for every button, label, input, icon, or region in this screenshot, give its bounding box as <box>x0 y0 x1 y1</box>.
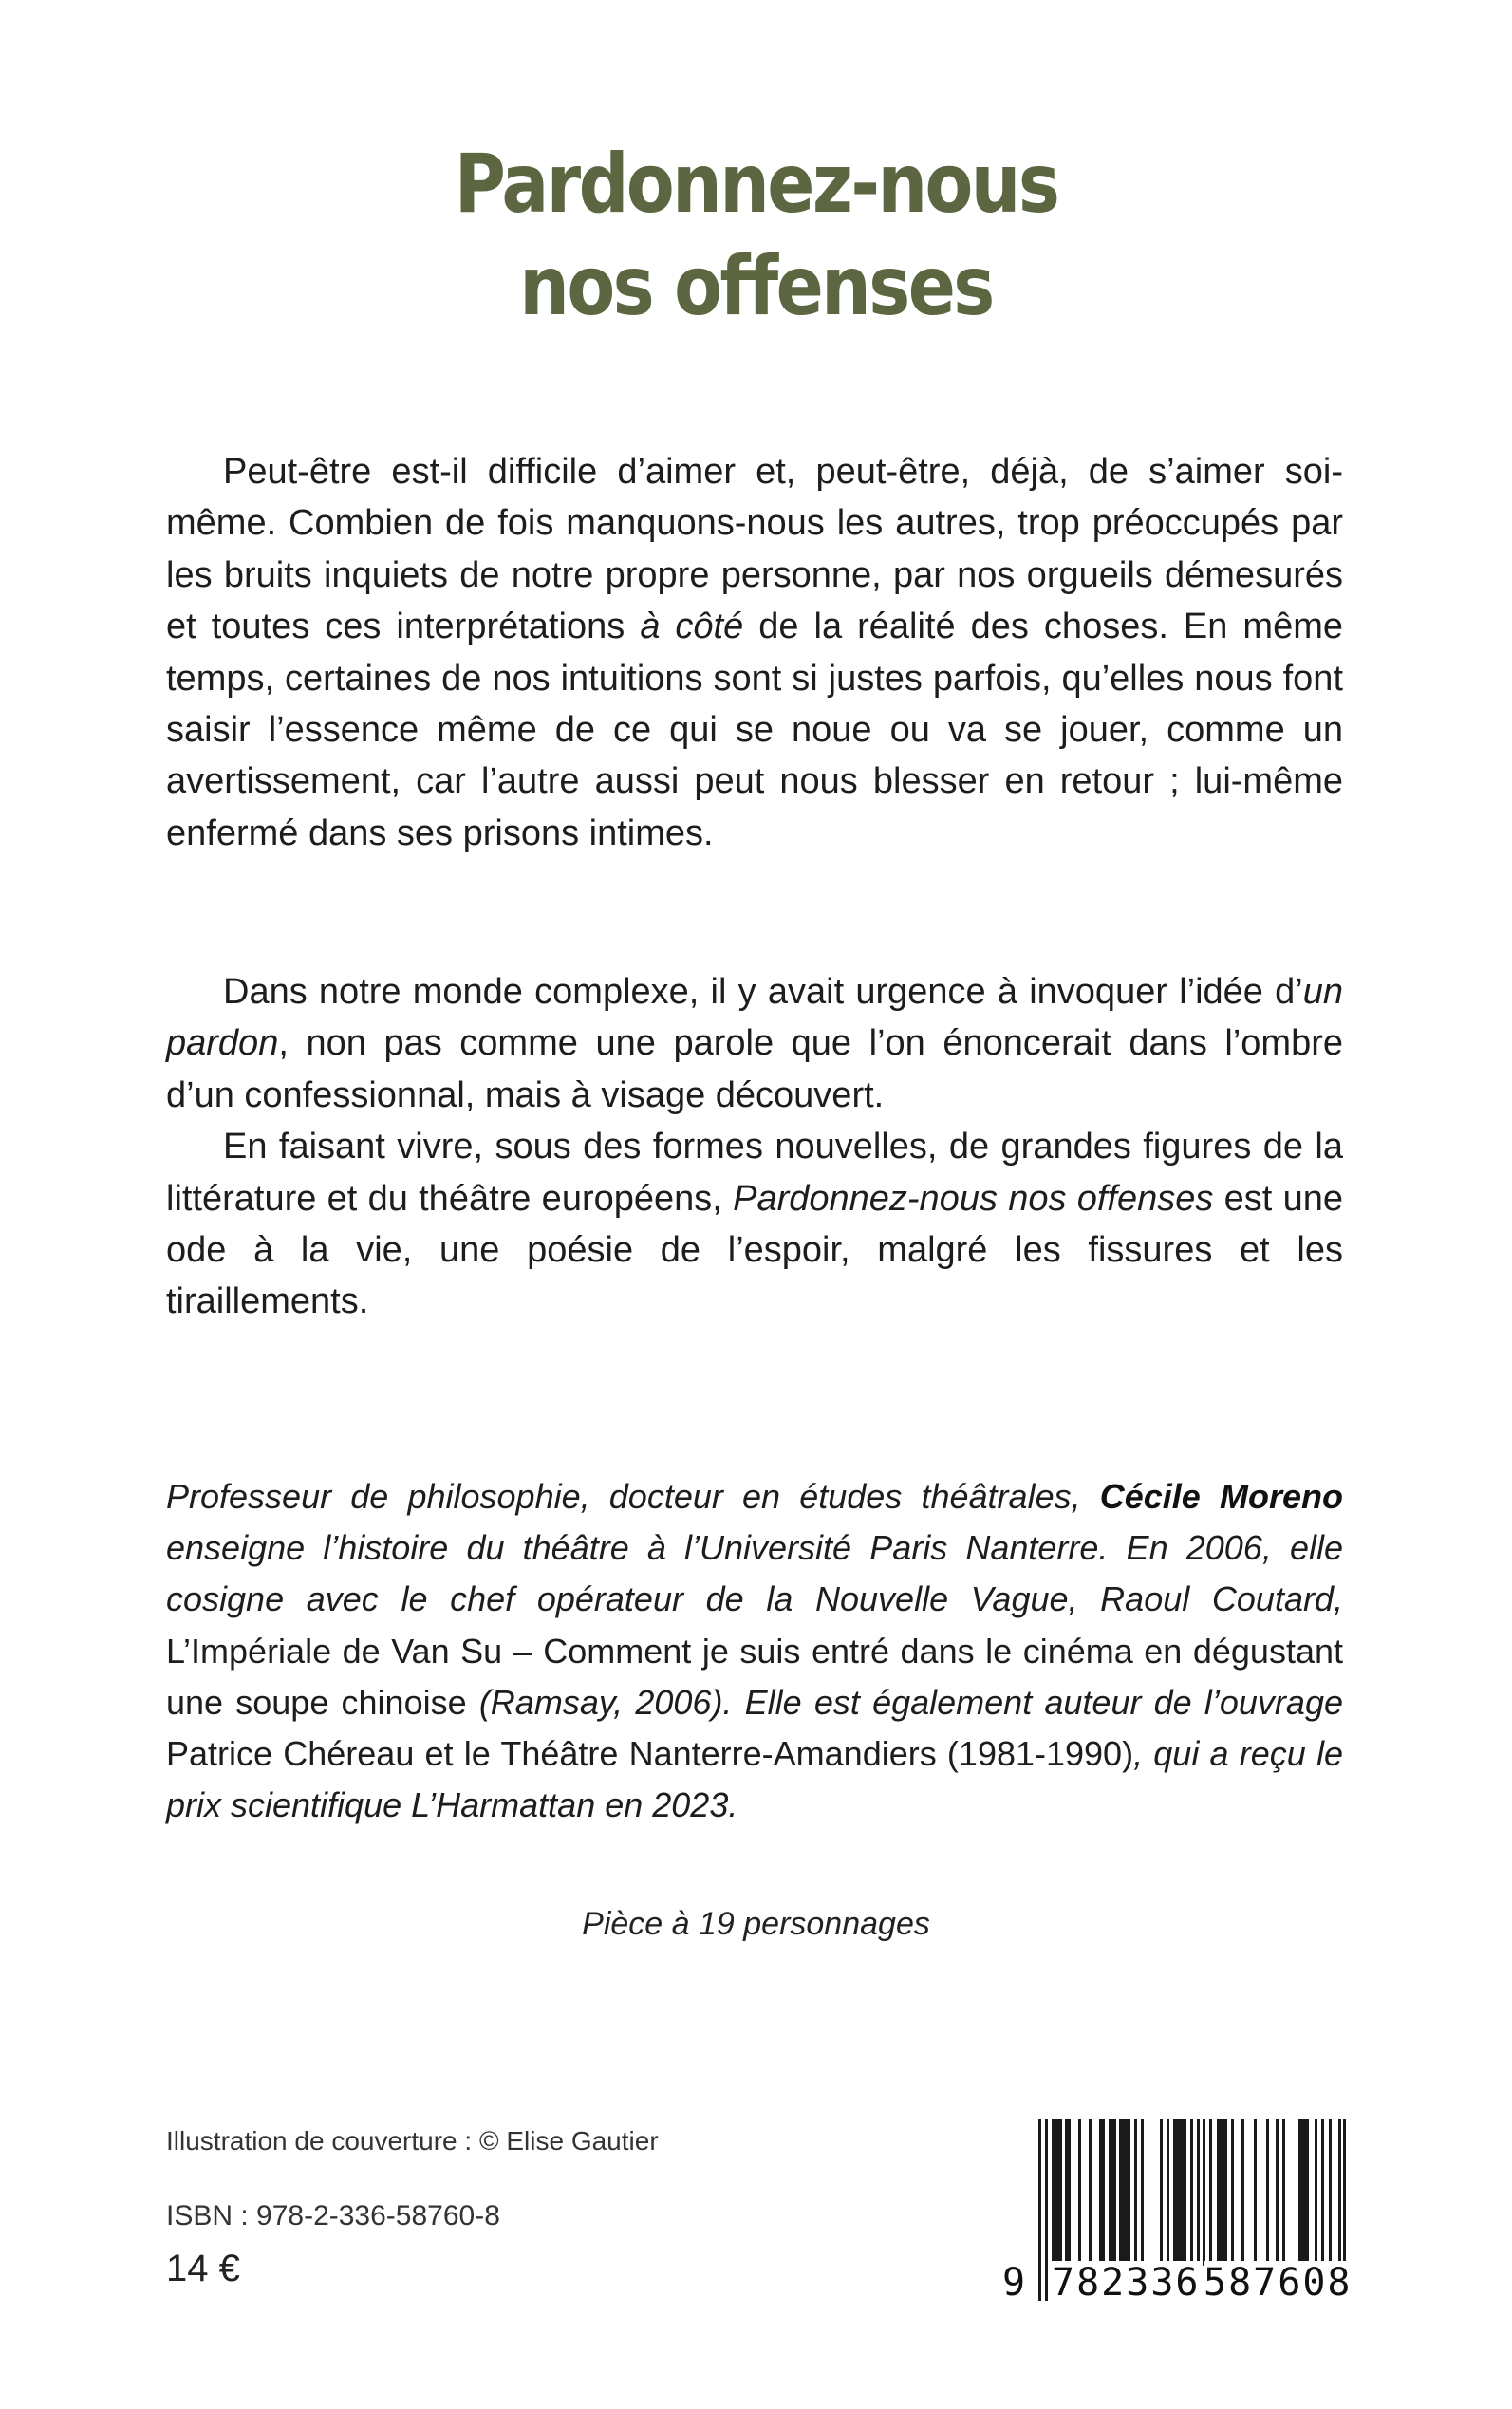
barcode-left-group: 782336 <box>1052 2261 1201 2305</box>
isbn: ISBN : 978-2-336-58760-8 <box>166 2200 500 2232</box>
italic-text: Pardonnez-nous nos offenses <box>733 1178 1214 1219</box>
book-title-reference: L’Impériale de Van Su – Comment je suis entré dans le cinéma en dégustant une soupe chinoise <box>166 1631 1343 1722</box>
blurb-paragraph-1 <box>166 446 1343 859</box>
author-bio-paragraph <box>166 1471 1343 1831</box>
italic-text: à côté <box>640 607 744 647</box>
text: enseigne l’histoire du théâtre à l’Université Paris Nanterre. En 2006, elle cosigne avec le chef opérateur de la Nouvelle Vague, Raoul Coutard, <box>166 1528 1343 1619</box>
author-name: Cécile Moreno <box>1099 1477 1343 1516</box>
book-title <box>106 133 1407 338</box>
text: En faisant vivre, sous des formes nouvelles, de grandes figures de la littérature et du théâtre européens, <box>166 1127 1343 1219</box>
author-bio <box>166 1471 1343 1831</box>
illustration-credit: Illustration de couverture : © Elise Gautier <box>166 2126 659 2156</box>
title-line-2: nos offenses <box>519 239 993 334</box>
text: est une ode à la vie, une poésie de l’espoir, malgré les fissures et les tiraillements. <box>166 1178 1343 1322</box>
cast-note: Pièce à 19 personnages <box>582 1906 930 1942</box>
text: Dans notre monde complexe, il y avait urgence à invoquer l’idée d’ <box>223 972 1303 1012</box>
title-line-1: Pardonnez-nous <box>454 137 1058 232</box>
blurb-paragraph-2 <box>166 966 1343 1121</box>
barcode-first-digit: 9 <box>1002 2261 1027 2305</box>
barcode <box>1002 2119 1353 2305</box>
italic-text: un pardon <box>166 972 1343 1064</box>
blurb-section-2 <box>166 966 1343 1328</box>
text: (Ramsay, 2006). Elle est également auteur de l’ouvrage <box>466 1682 1343 1722</box>
barcode-right-group: 587608 <box>1204 2261 1353 2305</box>
blurb-paragraph-3 <box>166 1121 1343 1328</box>
book-title-reference: Patrice Chéreau et le Théâtre Nanterre-Amandiers (1981-1990) <box>166 1734 1134 1774</box>
blurb-section-1 <box>166 446 1343 859</box>
text: Peut-être est-il difficile d’aimer et, peut-être, déjà, de s’aimer soi-même. Combien de fois manquons-nous les autres, trop préoccupés par les bruits inquiets de notre propre personne, par nos orgueils démesurés et toutes ces interprétations <box>166 452 1343 647</box>
text: de la réalité des choses. En même temps, certaines de nos intuitions sont si justes parfois, qu’elles nous font saisir l’essence même de ce qui se noue ou va se jouer, comme un avertissement, car l’autre aussi peut nous blesser en retour ; lui-même enfermé dans ses prisons intimes. <box>166 607 1343 853</box>
text: , qui a reçu le prix scientifique L’Harmattan en 2023. <box>166 1734 1344 1825</box>
price: 14 € <box>166 2248 240 2289</box>
text: Professeur de philosophie, docteur en études théâtrales, <box>166 1477 1100 1516</box>
text: , non pas comme une parole que l’on énoncerait dans l’ombre d’un confessionnal, mais à visage découvert. <box>166 1023 1343 1115</box>
